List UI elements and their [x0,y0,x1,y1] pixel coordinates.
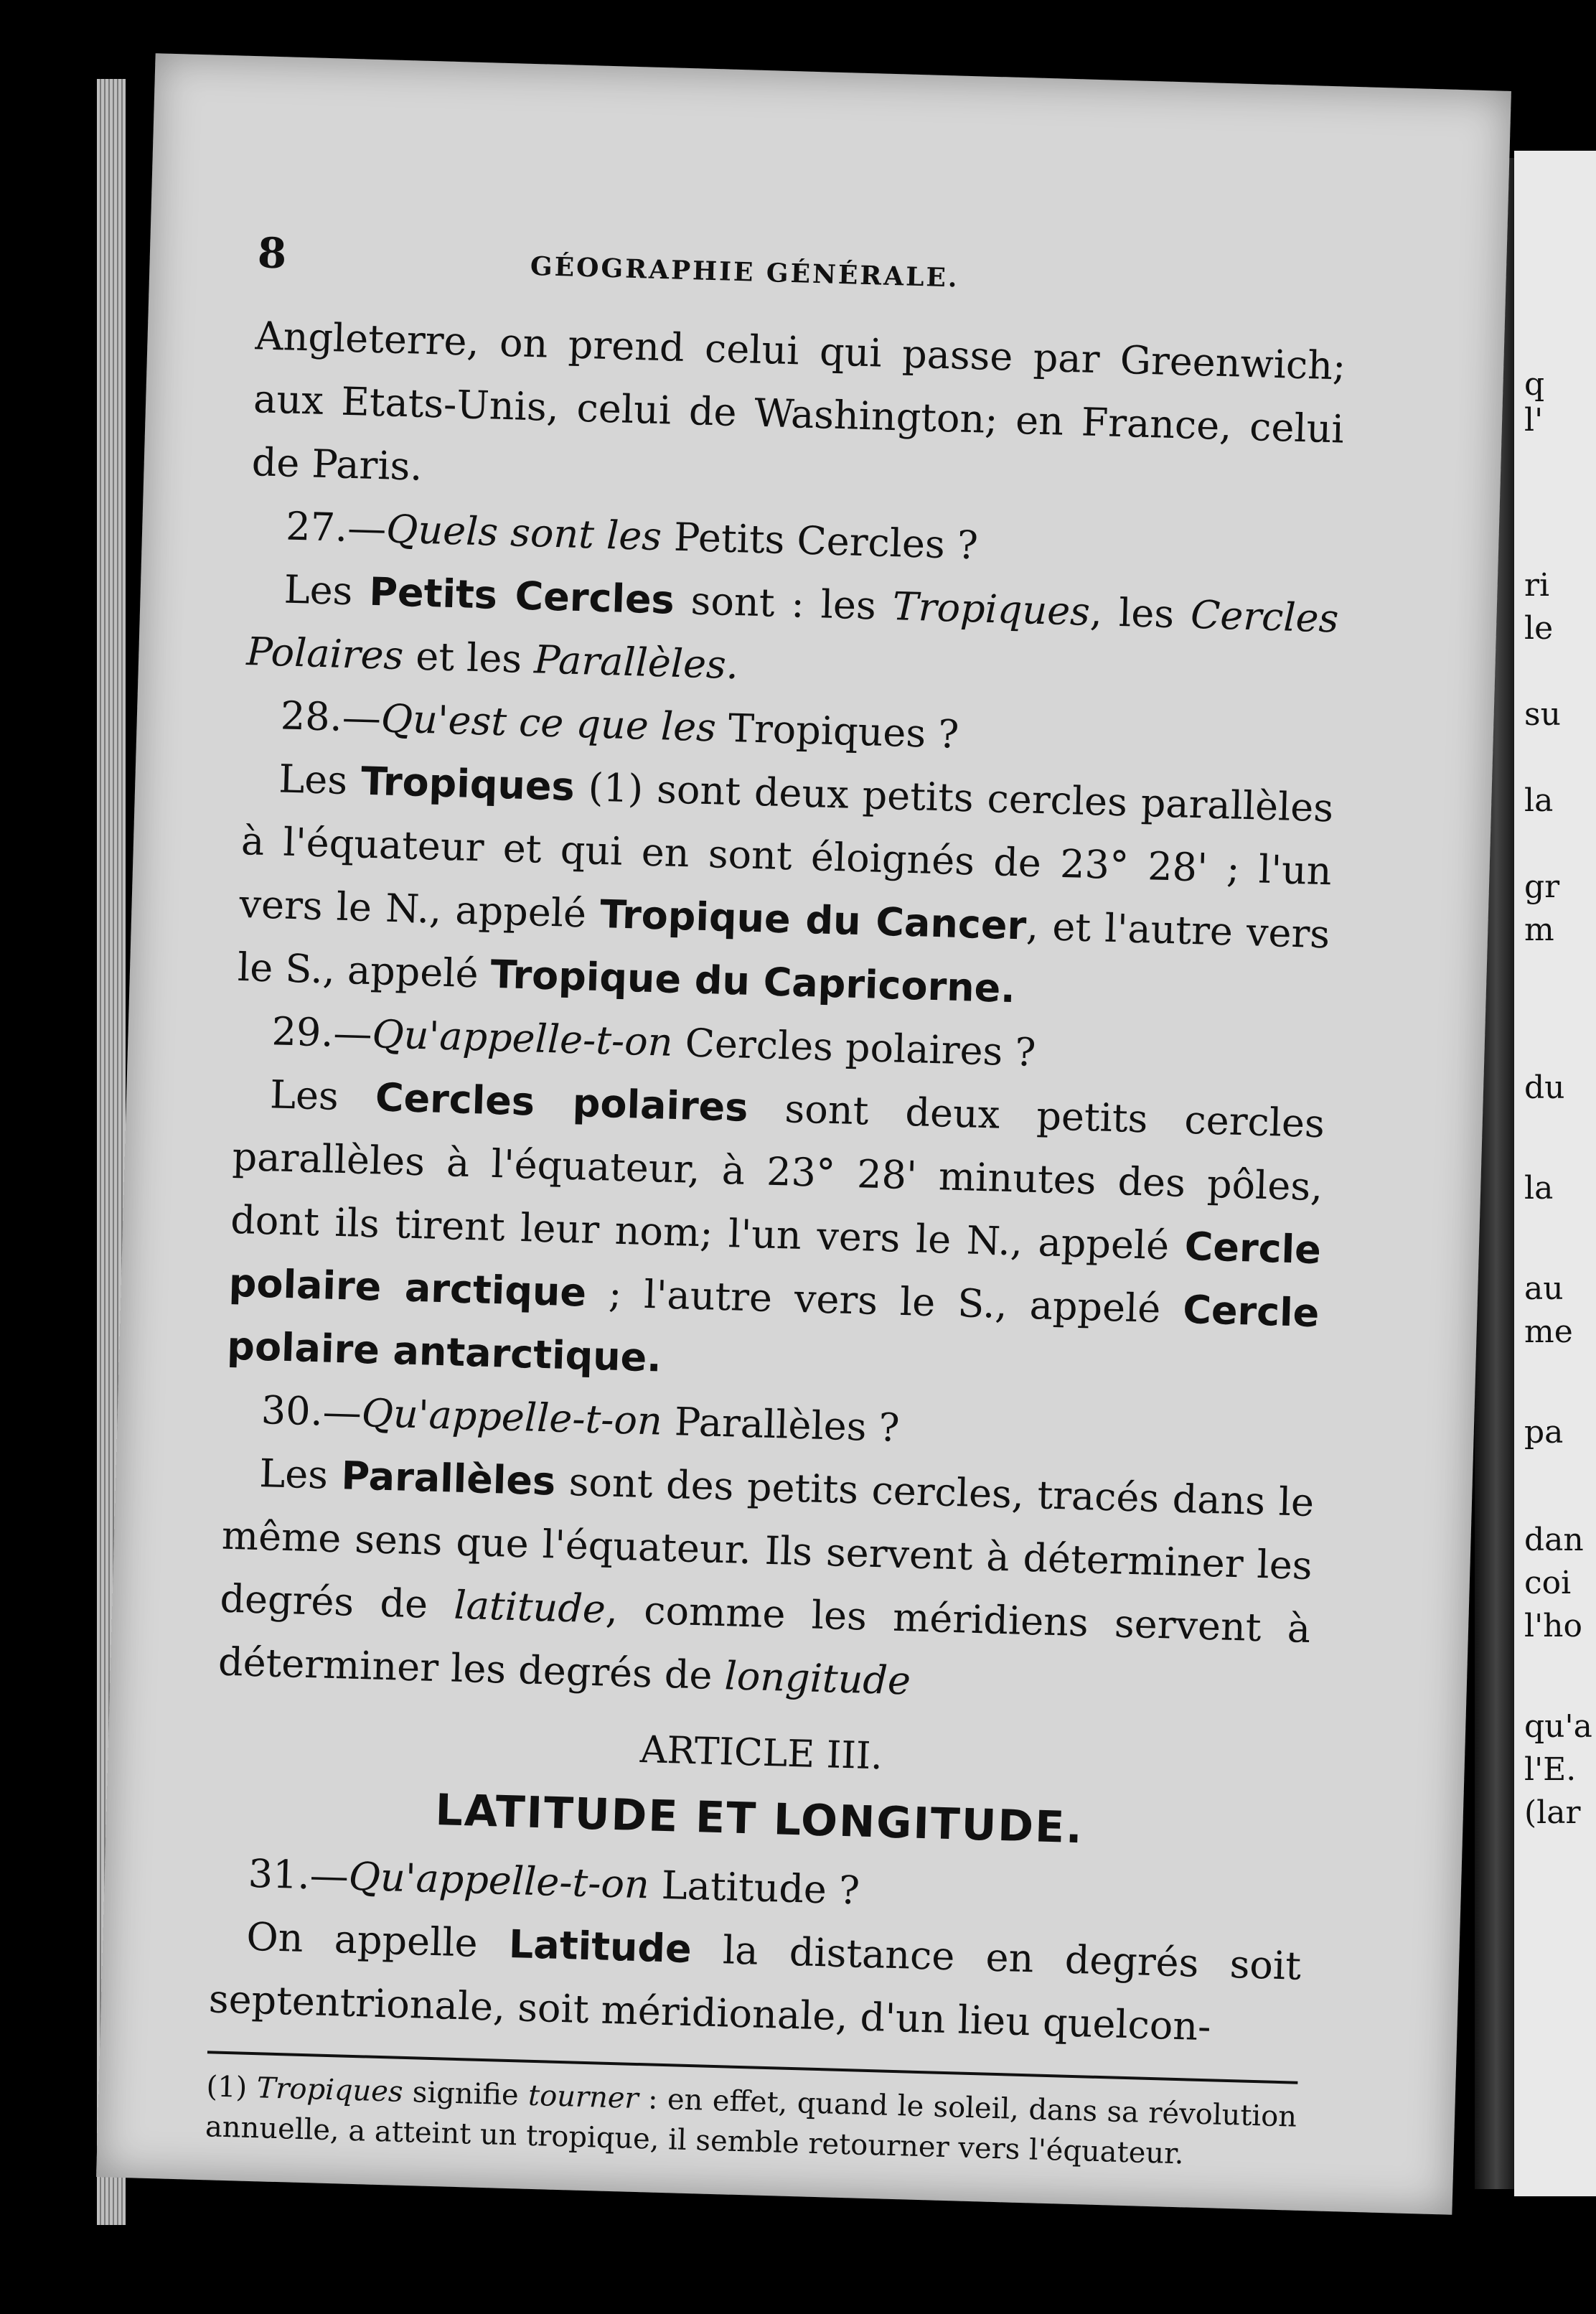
adjacent-page-text: gr [1524,868,1560,905]
answer-text: Les [278,756,362,804]
adjacent-page-text: la [1524,1170,1554,1207]
answer-28 [237,746,1334,1029]
question-number: 31.— [248,1850,349,1899]
answer-text: , et l'autre vers le S., appelé [237,903,1330,997]
answer-text: la distance en degrés soit septentrionale, soit méridionale, d'un lieu quelcon- [208,1926,1302,2050]
answer-30 [217,1441,1315,1724]
question-text: Latitude ? [648,1862,860,1914]
answer-text: sont : les [673,577,893,629]
answer-italic: Cercles Polaires [245,591,1340,679]
question-text: Petits Cercles ? [661,514,979,568]
adjacent-page-fragment [1514,151,1596,2196]
footnote [205,2066,1297,2177]
adjacent-page-text: l'ho [1524,1608,1582,1644]
article-label: ARTICLE III. [639,1728,883,1779]
answer-text: On appelle [245,1914,510,1967]
question-italic: Qu'appelle-t-on [347,1853,650,1908]
answer-italic: Parallèles. [533,637,739,688]
question-italic: Qu'appelle-t-on [371,1011,674,1065]
adjacent-page-text: su [1524,696,1561,733]
adjacent-page-text: au [1524,1270,1564,1307]
page-number: 8 [257,228,288,278]
running-title: GÉOGRAPHIE GÉNÉRALE. [530,250,960,294]
answer-text: , comme les méridiens servent à déterminer les degrés de [217,1586,1311,1699]
question-italic: Qu'appelle-t-on [360,1390,663,1444]
footnote-italic: Tropiques [256,2071,404,2109]
answer-term: Cercle polaire antarctique. [226,1286,1320,1381]
answer-text: Les [283,566,370,614]
footnote-text: : en effet, quand le soleil, dans sa révolution annuelle, a atteint un tropique, il semble retourner vers l'équateur. [205,2082,1297,2171]
question-italic: Quels sont les [385,506,662,560]
question-number: 28.— [280,693,382,741]
answer-text: (1) sont deux petits cercles parallèles à l'équateur et qui en sont éloignés de 23° 28' ; l'un vers le N., appelé [238,764,1334,937]
answer-term: Tropique du Capricorne. [489,951,1016,1012]
answer-text: Les [258,1451,342,1499]
question-number: 29.— [271,1008,373,1057]
question-text: Tropiques ? [715,705,960,757]
page-header [257,221,1349,320]
adjacent-page-text: l' [1524,402,1544,439]
footnote-marker: (1) [205,2070,258,2105]
answer-term: Latitude [508,1921,693,1972]
section-title: LATITUDE ET LONGITUDE. [434,1785,1084,1854]
answer-text: sont deux petits cercles parallèles à l'équateur, à 23° 28' minutes des pôles, dont ils tirent leur nom; l'un vers le N., appelé [230,1085,1325,1269]
answer-text: sont des petits cercles, tracés dans le même sens que l'équateur. Ils servent à déterminer les degrés de [219,1458,1315,1628]
answer-italic: Tropiques [891,584,1091,634]
question-number: 30.— [260,1387,362,1435]
adjacent-page-text: ri [1524,567,1550,604]
answer-italic: longitude [723,1653,911,1704]
answer-text: et les [403,633,535,683]
adjacent-page-text: (lar [1524,1794,1581,1831]
adjacent-page-text: du [1524,1069,1565,1106]
adjacent-page-text: dan [1524,1522,1584,1558]
adjacent-page-text: qu'a [1524,1708,1592,1745]
question-text: Parallèles ? [661,1398,901,1451]
answer-term: Parallèles [340,1453,557,1504]
answer-text: ; l'autre vers le S., appelé [586,1270,1184,1332]
adjacent-page-text: q [1524,366,1545,403]
answer-text: , les [1089,589,1192,637]
answer-term: Cercles polaires [375,1074,749,1130]
footnote-text: signifie [402,2075,529,2112]
answer-term: Petits Cercles [368,568,675,623]
question-text: Cercles polaires ? [672,1019,1037,1075]
adjacent-page-text: pa [1524,1414,1564,1451]
answer-term: Tropiques [360,758,576,810]
question-italic: Qu'est ce que les [380,695,717,751]
footnote-italic: tourner [527,2079,639,2116]
question-number: 27.— [285,503,388,552]
answer-term: Cercle polaire arctique [228,1223,1322,1316]
adjacent-page-text: le [1524,610,1554,647]
adjacent-page-text: l'E. [1524,1751,1577,1788]
answer-term: Tropique du Cancer [599,891,1028,949]
intro-paragraph: Angleterre, on prend celui qui passe par Greenwich; aux Etats-Unis, celui de Washington; en France, celui de Paris. [250,313,1347,490]
answer-italic: latitude [453,1582,606,1632]
answer-29 [226,1062,1325,1408]
adjacent-page-text: la [1524,782,1554,819]
adjacent-page-text: coi [1524,1565,1572,1601]
adjacent-page-text: m [1524,912,1554,948]
answer-text: Les [269,1072,376,1120]
book-page [96,53,1511,2215]
adjacent-page-text: me [1524,1313,1573,1350]
page-content [205,221,1348,2177]
